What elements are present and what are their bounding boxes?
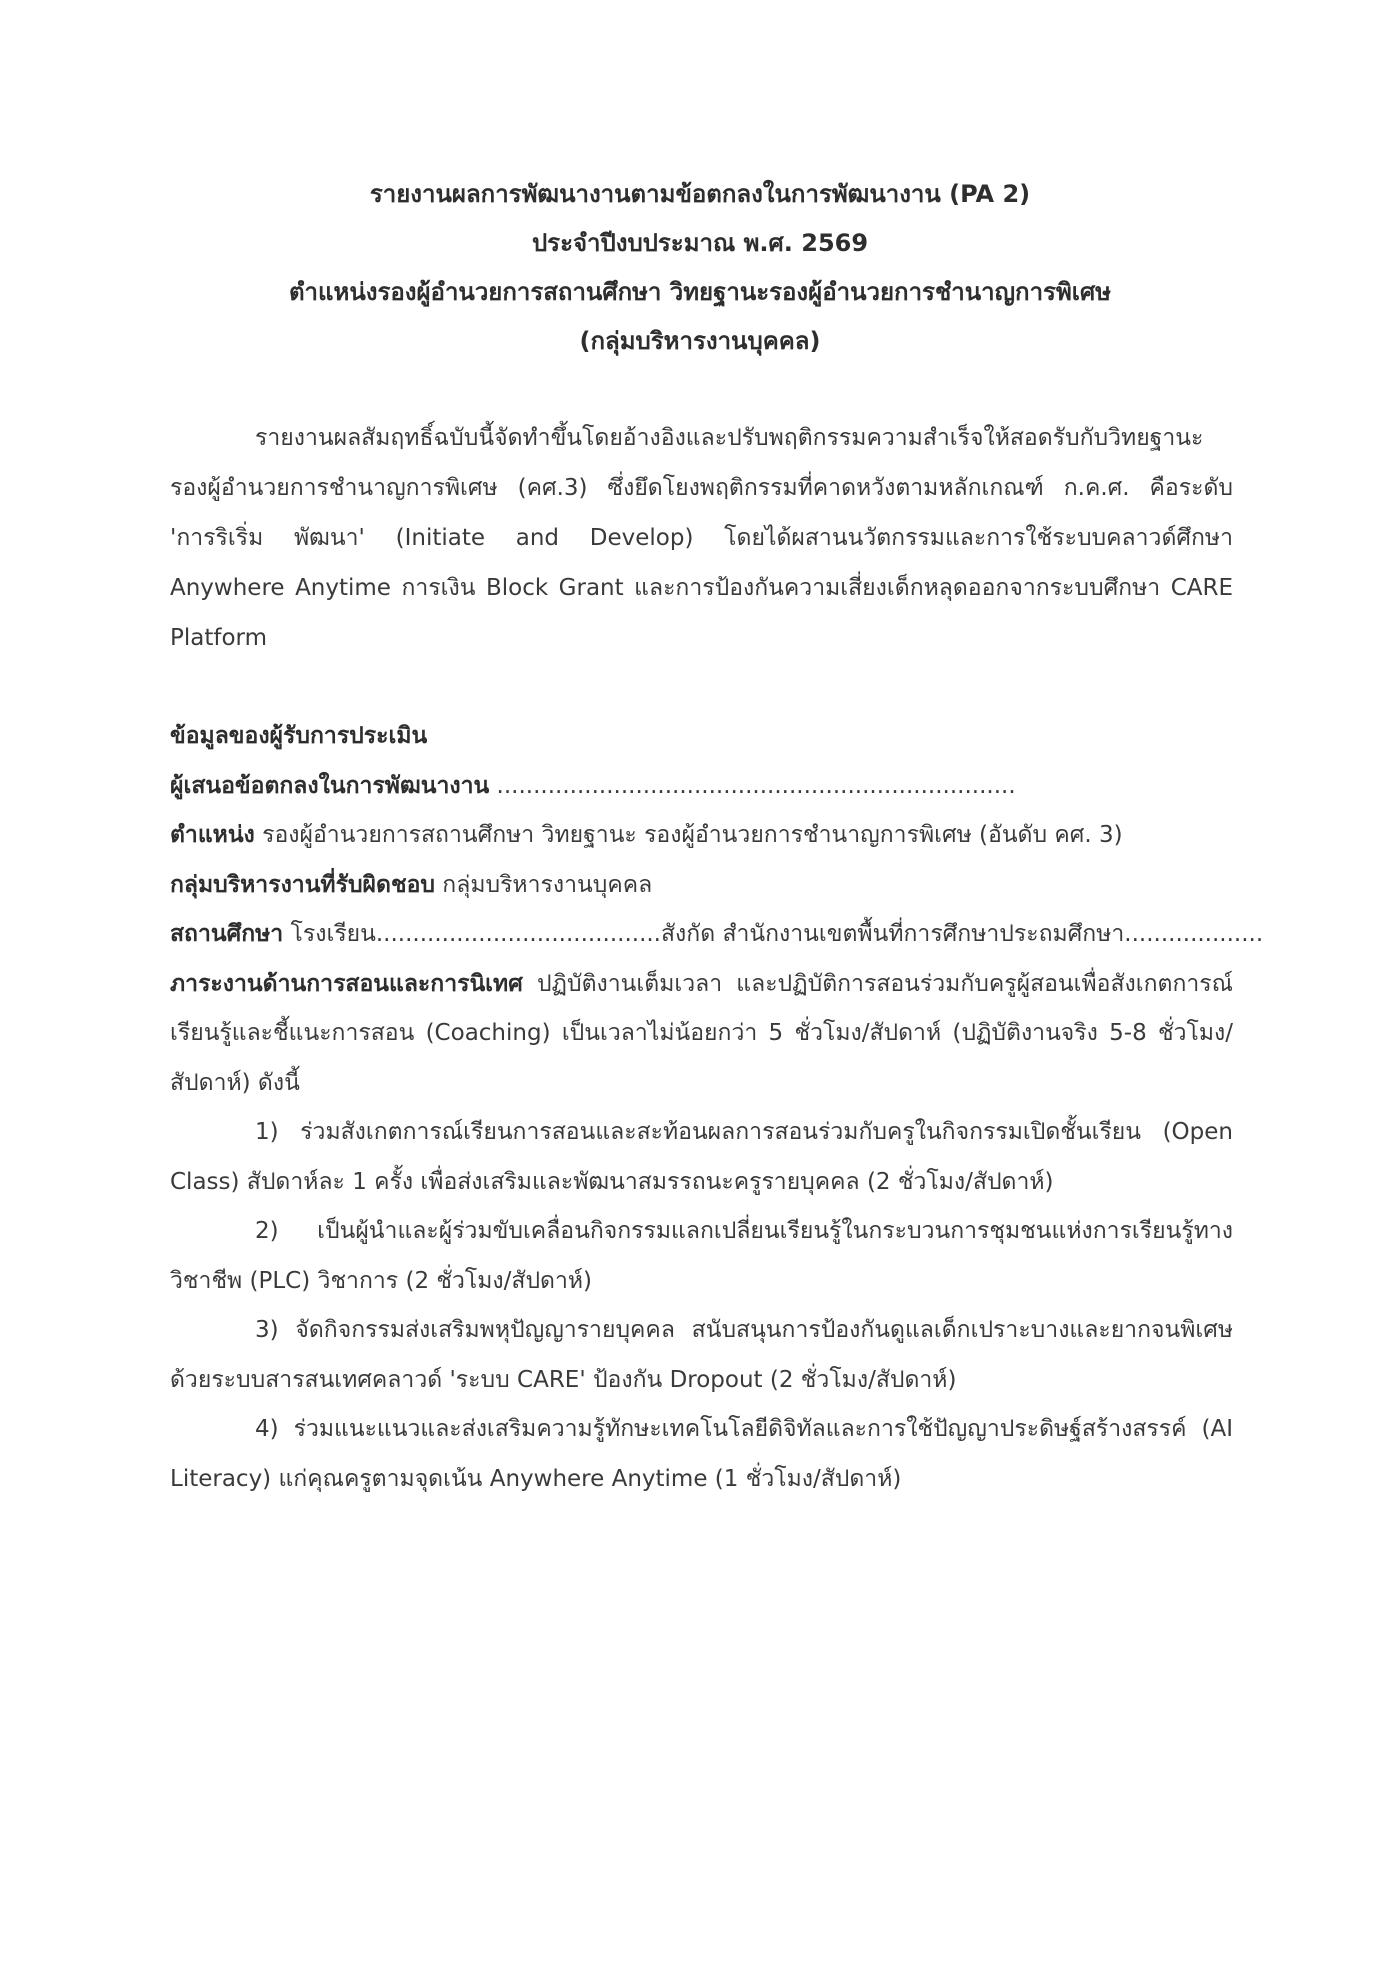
document-title <box>170 170 1230 366</box>
title-line-1: รายงานผลการพัฒนางานตามข้อตกลงในการพัฒนางาน (PA 2) <box>369 180 1031 208</box>
workload-item-3: 3) จัดกิจกรรมส่งเสริมพหุปัญญารายบุคคล สนับสนุนการป้องกันดูแลเด็กเปราะบางและยากจนพิเศษด้วยระบบสารสนเทศคลาวด์ 'ระบบ CARE' ป้องกัน Dropout (2 ชั่วโมง/สัปดาห์) <box>170 1317 1233 1393</box>
title-line-4: (กลุ่มบริหารงานบุคคล) <box>579 327 821 355</box>
proposer-row <box>170 762 1233 812</box>
position-label: ตำแหน่ง <box>170 822 255 848</box>
workload-label: ภาระงานด้านการสอนและการนิเทศ <box>170 970 523 997</box>
group-value: กลุ่มบริหารงานบุคคล <box>442 871 653 898</box>
workload-item-2: 2) เป็นผู้นำและผู้ร่วมขับเคลื่อนกิจกรรมแลกเปลี่ยนเรียนรู้ในกระบวนการชุมชนแห่งการเรียนรู้ทางวิชาชีพ (PLC) วิชาการ (2 ชั่วโมง/สัปดาห์) <box>170 1218 1233 1294</box>
title-line-3: ตำแหน่งรองผู้อำนวยการสถานศึกษา วิทยฐานะรองผู้อำนวยการชำนาญการพิเศษ <box>288 278 1112 306</box>
workload-value: ปฏิบัติงานเต็มเวลา และปฏิบัติการสอนร่วมกับครูผู้สอนเพื่อสังเกตการณ์เรียนรู้และชี้แนะการสอน (Coaching) เป็นเวลาไม่น้อยกว่า 5 ชั่วโมง/สัปดาห์ (ปฏิบัติงานจริง 5-8 ชั่วโมง/สัปดาห์) ดังนี้ <box>170 970 1233 1096</box>
position-value: รองผู้อำนวยการสถานศึกษา วิทยฐานะ รองผู้อำนวยการชำนาญการพิเศษ (อันดับ คศ. 3) <box>262 822 1123 848</box>
group-row <box>170 861 1233 911</box>
group-label: กลุ่มบริหารงานที่รับผิดชอบ <box>170 871 435 898</box>
intro-paragraph: รายงานผลสัมฤทธิ์ฉบับนี้จัดทำขึ้นโดยอ้างอิงและปรับพฤติกรรมความสำเร็จให้สอดรับกับวิทยฐานะรองผู้อำนวยการชำนาญการพิเศษ (คศ.3) ซึ่งยึดโยงพฤติกรรมที่คาดหวังตามหลักเกณฑ์ ก.ค.ศ. คือระดับ 'การริเริ่ม พัฒนา' (Initiate and Develop) โดยได้ผสานนวัตกรรมและการใช้ระบบคลาวด์ศึกษา Anywhere Anytime การเงิน Block Grant และการป้องกันความเสี่ยงเด็กหลุดออกจากระบบศึกษา CARE Platform <box>170 425 1233 651</box>
assessee-section <box>170 712 1264 1504</box>
school-value: โรงเรียน.......................................สังกัด สำนักงานเขตพื้นที่การศึกษาประถมศึกษา................... <box>290 921 1264 947</box>
title-line-2: ประจำปีงบประมาณ พ.ศ. 2569 <box>531 229 869 257</box>
school-row <box>170 910 1264 960</box>
school-label: สถานศึกษา <box>170 921 284 947</box>
assessee-heading: ข้อมูลของผู้รับการประเมิน <box>170 723 428 749</box>
workload-item-4: 4) ร่วมแนะแนวและส่งเสริมความรู้ทักษะเทคโนโลยีดิจิทัลและการใช้ปัญญาประดิษฐ์สร้างสรรค์ (AI Literacy) แก่คุณครูตามจุดเน้น Anywhere Anytime (1 ชั่วโมง/สัปดาห์) <box>170 1416 1233 1492</box>
proposer-value: ....................................................................... <box>496 772 1016 799</box>
position-row <box>170 811 1233 861</box>
proposer-label: ผู้เสนอข้อตกลงในการพัฒนางาน <box>170 772 490 799</box>
workload-row <box>170 960 1233 1109</box>
workload-item-1: 1) ร่วมสังเกตการณ์เรียนการสอนและสะท้อนผลการสอนร่วมกับครูในกิจกรรมเปิดชั้นเรียน (Open Class) สัปดาห์ละ 1 ครั้ง เพื่อส่งเสริมและพัฒนาสมรรถนะครูรายบุคคล (2 ชั่วโมง/สัปดาห์) <box>170 1119 1233 1195</box>
